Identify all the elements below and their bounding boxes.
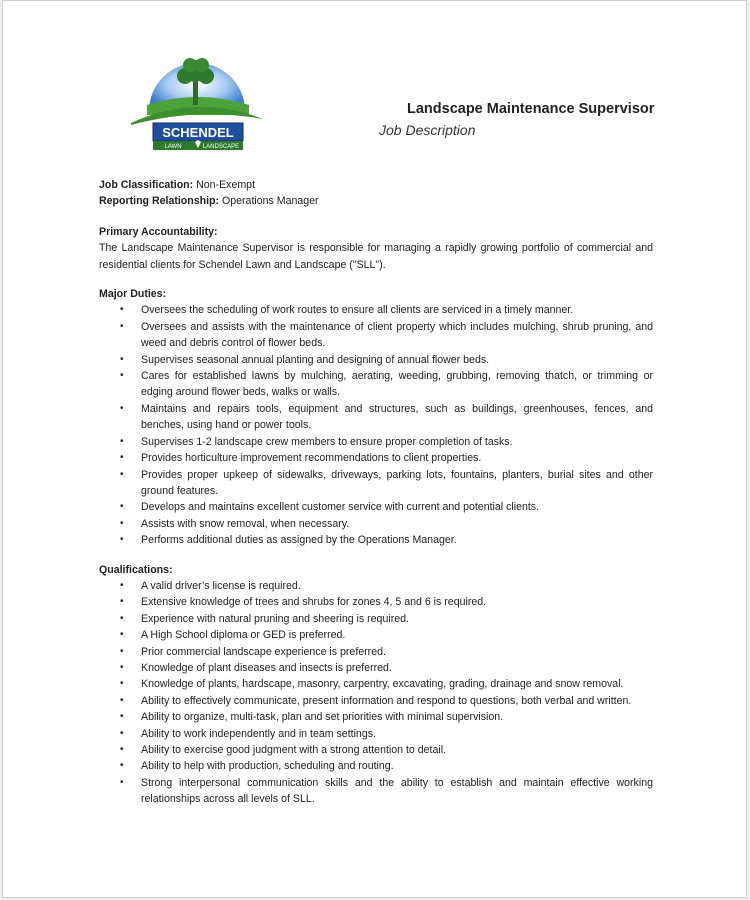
company-logo bbox=[127, 45, 267, 157]
list-item bbox=[120, 467, 653, 500]
list-item bbox=[120, 742, 653, 758]
list-item-text: Ability to work independently and in team settings. bbox=[141, 727, 376, 740]
bullet-icon: • bbox=[120, 370, 124, 382]
bullet-icon: • bbox=[120, 304, 124, 316]
list-item-text: Maintains and repairs tools, equipment and structures, such as buildings, greenhouses, fences, and benches, using hand or power tools. bbox=[141, 402, 653, 432]
document-page bbox=[2, 0, 747, 898]
list-item-text: Ability to effectively communicate, present information and respond to questions, both verbal and written. bbox=[141, 694, 632, 707]
list-item-text: A valid driver’s license is required. bbox=[141, 579, 301, 592]
list-item bbox=[120, 676, 653, 692]
list-item-text: Develops and maintains excellent customer service with current and potential clients. bbox=[141, 501, 540, 514]
bullet-icon: • bbox=[120, 435, 124, 447]
qualifications-list bbox=[99, 578, 653, 808]
bullet-icon: • bbox=[120, 629, 124, 641]
list-item bbox=[120, 726, 653, 742]
bullet-icon: • bbox=[120, 694, 124, 706]
classification-value: Non-Exempt bbox=[193, 179, 256, 191]
bullet-icon: • bbox=[120, 353, 124, 365]
list-item bbox=[120, 532, 653, 548]
list-item bbox=[120, 660, 653, 676]
bullet-icon: • bbox=[120, 452, 124, 464]
list-item-text: A High School diploma or GED is preferred. bbox=[141, 629, 346, 642]
bullet-icon: • bbox=[120, 711, 124, 723]
bullet-icon: • bbox=[120, 744, 124, 755]
bullet-icon: • bbox=[120, 727, 124, 739]
list-item bbox=[120, 499, 653, 515]
bullet-icon: • bbox=[120, 534, 124, 546]
list-item-text: Ability to exercise good judgment with a strong attention to detail. bbox=[141, 744, 447, 756]
list-item-text: Oversees and assists with the maintenance of client property which includes mulching, shrub pruning, and weed and debris control of flower beds. bbox=[141, 320, 653, 350]
list-item-text: Supervises seasonal annual planting and designing of annual flower beds. bbox=[141, 353, 490, 366]
bullet-icon: • bbox=[120, 501, 124, 513]
duties-heading: Major Duties: bbox=[99, 288, 167, 301]
list-item bbox=[120, 319, 653, 352]
bullet-icon: • bbox=[120, 402, 124, 414]
list-item bbox=[120, 627, 653, 643]
list-item-text: Supervises 1-2 landscape crew members to ensure proper completion of tasks. bbox=[141, 435, 513, 448]
list-item-text: Cares for established lawns by mulching, aerating, weeding, grubbing, removing thatch, or trimming or edging around flower beds, walks or walls. bbox=[141, 370, 653, 399]
reporting-label: Reporting Relationship: bbox=[99, 195, 220, 208]
list-item-text: Assists with snow removal, when necessary. bbox=[141, 517, 350, 530]
bullet-icon: • bbox=[120, 645, 124, 657]
reporting-value: Operations Manager bbox=[219, 195, 319, 208]
logo-tagline-right: LANDSCAPE bbox=[202, 144, 240, 150]
bullet-icon: • bbox=[120, 776, 124, 788]
list-item-text: Provides proper upkeep of sidewalks, driveways, parking lots, fountains, planters, burial sites and other ground features. bbox=[141, 468, 653, 497]
list-item bbox=[120, 401, 653, 434]
bullet-icon: • bbox=[120, 678, 124, 690]
list-item-text: Knowledge of plants, hardscape, masonry, carpentry, excavating, grading, drainage and snow removal. bbox=[141, 678, 624, 691]
duties-list bbox=[99, 302, 653, 548]
list-item bbox=[120, 352, 653, 368]
bullet-icon: • bbox=[120, 320, 124, 332]
bullet-icon: • bbox=[120, 579, 124, 591]
list-item-text: Strong interpersonal communication skills and the ability to establish and maintain effective working relationships across all levels of SLL. bbox=[141, 776, 653, 806]
list-item bbox=[120, 434, 653, 450]
list-item-text: Oversees the scheduling of work routes to ensure all clients are serviced in a timely manner. bbox=[141, 304, 574, 317]
list-item bbox=[120, 611, 653, 627]
classification-label: Job Classification: bbox=[99, 179, 194, 191]
list-item bbox=[120, 302, 653, 318]
list-item-text: Prior commercial landscape experience is preferred. bbox=[141, 645, 386, 658]
list-item-text: Experience with natural pruning and sheering is required. bbox=[141, 612, 409, 625]
logo-company-name: SCHENDEL bbox=[162, 125, 234, 140]
document-subtitle: Job Description bbox=[379, 122, 476, 138]
bullet-icon: • bbox=[120, 612, 124, 624]
list-item bbox=[120, 775, 653, 808]
list-item-text: Provides horticulture improvement recommendations to client properties. bbox=[141, 452, 482, 465]
list-item bbox=[120, 578, 653, 594]
document-title: Landscape Maintenance Supervisor bbox=[407, 101, 655, 117]
bullet-icon: • bbox=[120, 517, 124, 529]
accountability-heading: Primary Accountability: bbox=[99, 225, 218, 238]
classification-line bbox=[99, 177, 653, 193]
list-item bbox=[120, 594, 653, 610]
bullet-icon: • bbox=[120, 596, 124, 608]
accountability-text: The Landscape Maintenance Supervisor is responsible for managing a rapidly growing portfolio of commercial and residential clients for Schendel Lawn and Landscape ("SLL"). bbox=[99, 242, 653, 271]
reporting-line bbox=[99, 193, 653, 209]
list-item bbox=[120, 758, 653, 774]
list-item-text: Knowledge of plant diseases and insects is preferred. bbox=[141, 661, 392, 674]
logo-tagline-left: LAWN bbox=[164, 144, 182, 150]
list-item-text: Performs additional duties as assigned by the Operations Manager. bbox=[141, 534, 457, 547]
document-body bbox=[99, 177, 653, 808]
list-item-text: Extensive knowledge of trees and shrubs for zones 4, 5 and 6 is required. bbox=[141, 596, 487, 609]
qualifications-heading: Qualifications: bbox=[99, 563, 173, 576]
list-item bbox=[120, 709, 653, 725]
list-item-text: Ability to organize, multi-task, plan and set priorities with minimal supervision. bbox=[141, 711, 504, 724]
bullet-icon: • bbox=[120, 661, 124, 673]
list-item bbox=[120, 368, 653, 401]
list-item-text: Ability to help with production, scheduling and routing. bbox=[141, 760, 394, 773]
list-item bbox=[120, 644, 653, 660]
bullet-icon: • bbox=[120, 468, 124, 480]
list-item bbox=[120, 450, 653, 466]
list-item bbox=[120, 693, 653, 709]
bullet-icon: • bbox=[120, 760, 124, 772]
list-item bbox=[120, 516, 653, 532]
